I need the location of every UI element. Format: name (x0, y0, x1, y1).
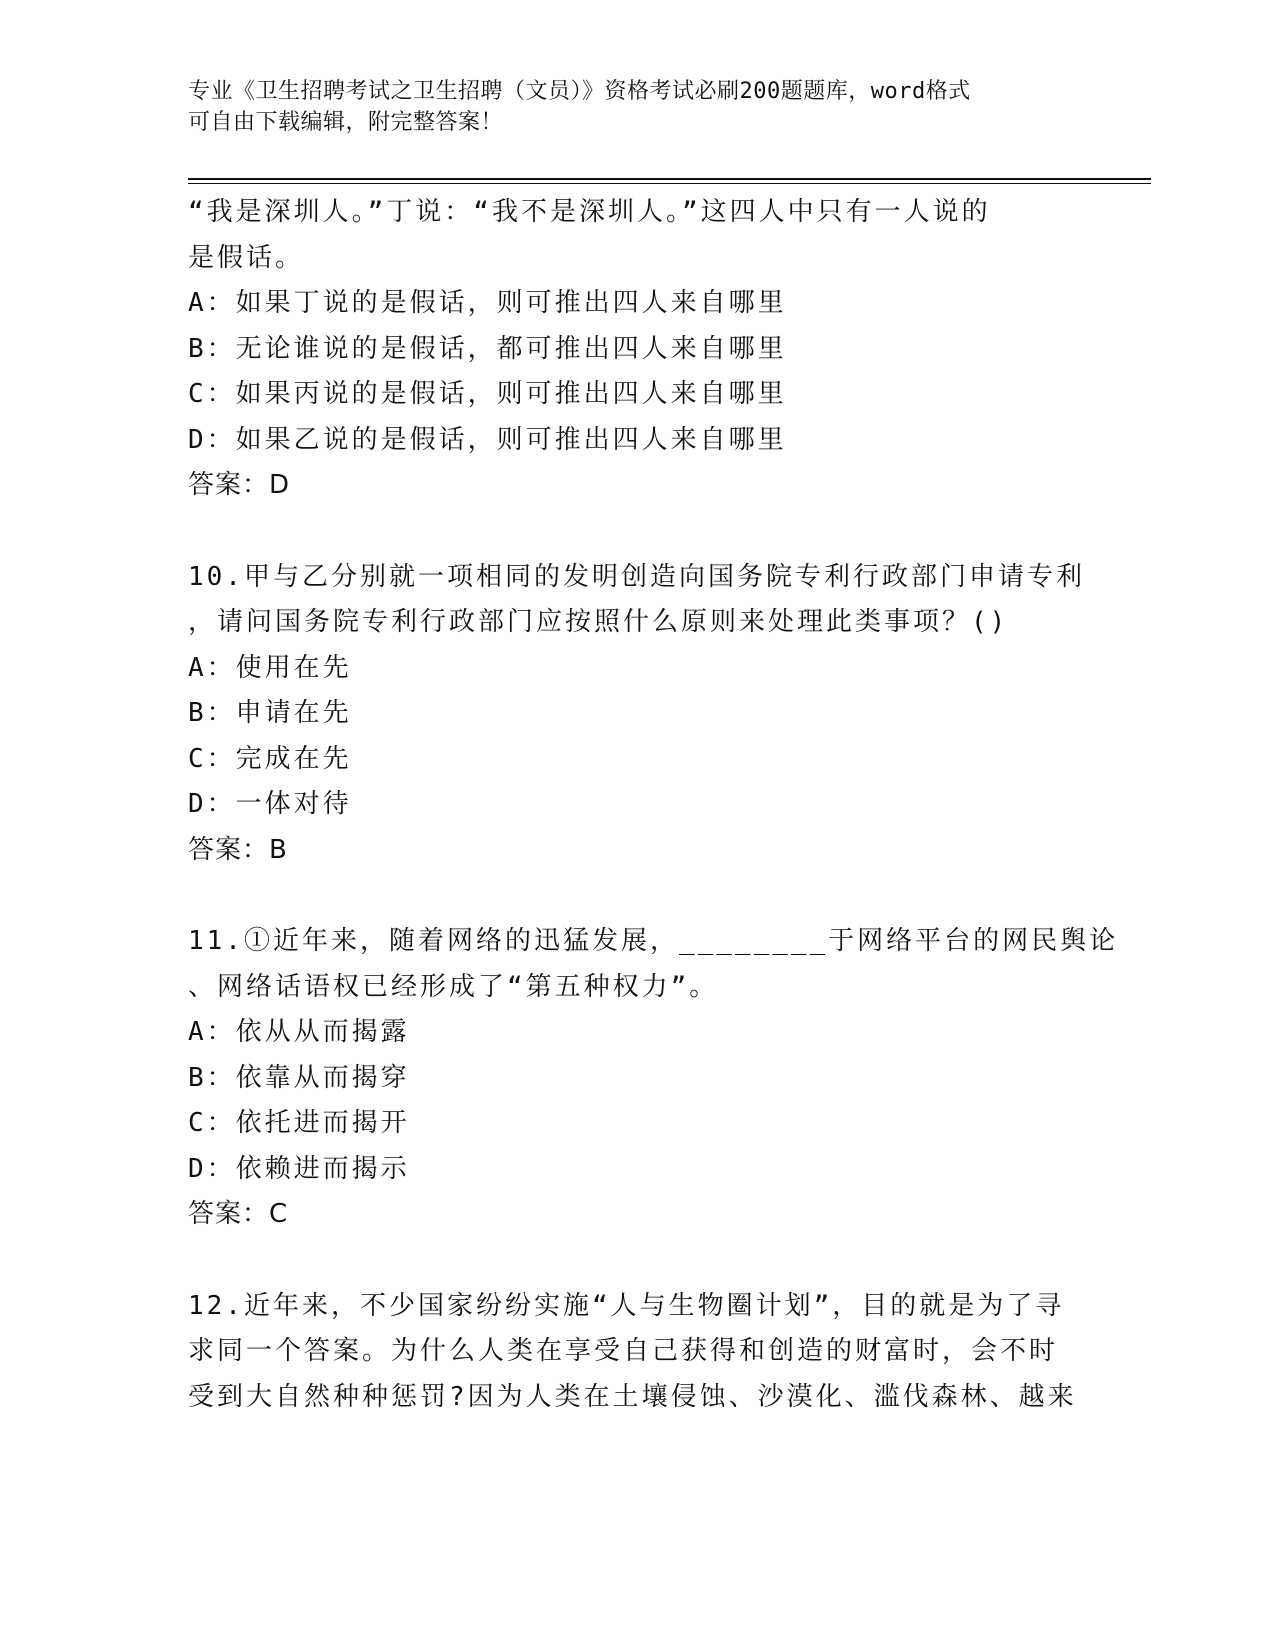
option-d: D：依赖进而揭示 (188, 1153, 410, 1184)
option-b: B：依靠从而揭穿 (188, 1062, 410, 1093)
header-title-line-1: 专业《卫生招聘考试之卫生招聘（文员）》资格考试必刷200题题库，word格式 (188, 79, 971, 104)
question-stem-line: 受到大自然种种惩罚?因为人类在土壤侵蚀、沙漠化、滥伐森林、越来 (188, 1381, 1077, 1412)
question-stem-line: 10.甲与乙分别就一项相同的发明创造向国务院专利行政部门申请专利 (188, 561, 1085, 592)
page-header (188, 76, 1088, 138)
question-content (188, 190, 1119, 1420)
answer-line: 答案：D (188, 470, 291, 500)
header-title-line-2: 可自由下载编辑，附完整答案！ (188, 110, 504, 135)
question-stem-line: 、网络话语权已经形成了“第五种权力”。 (188, 971, 719, 1002)
option-a: A：使用在先 (188, 652, 352, 683)
option-d: D：一体对待 (188, 789, 352, 819)
question-10 (188, 555, 1088, 874)
question-stem-line: 12.近年来，不少国家纷纷实施“人与生物圈计划”，目的就是为了寻 (188, 1290, 1065, 1321)
question-stem-line: 11.①近年来，随着网络的迅猛发展，________于网络平台的网民舆论 (188, 926, 1119, 956)
question-9 (188, 190, 1088, 509)
question-stem-line: “我是深圳人。”丁说：“我不是深圳人。”这四人中只有一人说的 (188, 197, 991, 227)
option-d: D：如果乙说的是假话，则可推出四人来自哪里 (188, 424, 787, 455)
question-spacer (188, 873, 1088, 919)
question-12 (188, 1284, 1088, 1421)
header-divider-thin (188, 183, 1151, 184)
option-c: C：完成在先 (188, 743, 352, 774)
question-stem-line: 求同一个答案。为什么人类在享受自己获得和创造的财富时，会不时 (188, 1336, 1059, 1366)
question-stem-line: ，请问国务院专利行政部门应按照什么原则来处理此类事项？() (188, 607, 1009, 637)
answer-line: 答案：C (188, 1199, 289, 1229)
option-a: A：依从从而揭露 (188, 1017, 410, 1047)
option-c: C：依托进而揭开 (188, 1108, 410, 1138)
answer-line: 答案：B (188, 834, 288, 865)
question-spacer (188, 509, 1088, 555)
question-spacer (188, 1238, 1088, 1284)
option-c: C：如果丙说的是假话，则可推出四人来自哪里 (188, 379, 787, 409)
header-divider-thick (188, 178, 1151, 180)
question-11 (188, 919, 1119, 1238)
question-stem-line: 是假话。 (188, 242, 305, 273)
option-b: B：无论谁说的是假话，都可推出四人来自哪里 (188, 333, 787, 364)
option-b: B：申请在先 (188, 698, 352, 728)
option-a: A：如果丁说的是假话，则可推出四人来自哪里 (188, 288, 787, 318)
